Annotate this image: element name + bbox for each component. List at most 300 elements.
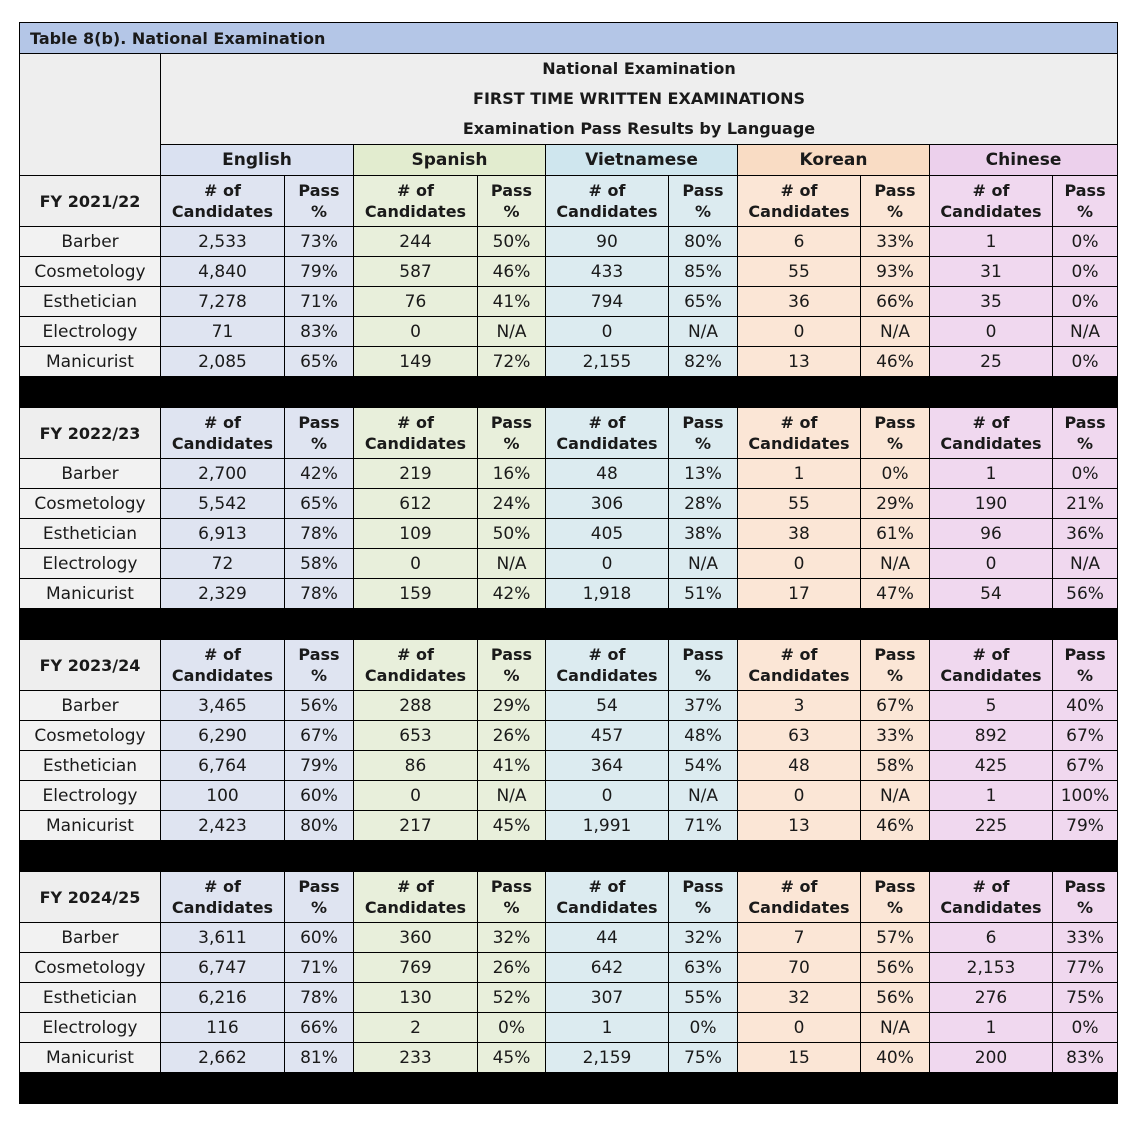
pass-header-chinese [1053, 176, 1118, 227]
candidates-header-line-1: # of [397, 413, 434, 432]
fiscal-year-label: FY 2023/24 [20, 640, 161, 691]
candidates-header-korean [738, 176, 861, 227]
candidates-header-spanish [354, 872, 478, 923]
section-divider-cell [20, 609, 1118, 640]
pass-header-line-1: Pass [298, 181, 340, 200]
candidates-header-english [161, 408, 285, 459]
pass-header-line-2: % [310, 666, 328, 685]
pass-header-line-2: % [1077, 202, 1094, 221]
candidates-cell-vietnamese: 44 [546, 923, 669, 953]
candidates-header-spanish [354, 176, 478, 227]
pass-cell-chinese: 67% [1053, 751, 1118, 781]
row-label: Manicurist [20, 811, 161, 841]
candidates-cell-korean: 48 [738, 751, 861, 781]
candidates-header-vietnamese [546, 640, 669, 691]
table-row [20, 489, 1118, 519]
candidates-cell-spanish: 86 [354, 751, 478, 781]
pass-cell-chinese: 21% [1053, 489, 1118, 519]
candidates-cell-spanish: 0 [354, 781, 478, 811]
pass-header-english [285, 408, 354, 459]
pass-cell-chinese: 33% [1053, 923, 1118, 953]
row-label: Electrology [20, 549, 161, 579]
pass-header-line-2: % [310, 434, 328, 453]
pass-cell-spanish: 42% [478, 579, 546, 609]
candidates-cell-chinese: 1 [930, 459, 1053, 489]
pass-cell-vietnamese: 32% [669, 923, 738, 953]
pass-cell-spanish: 16% [478, 459, 546, 489]
pass-cell-english: 67% [285, 721, 354, 751]
candidates-header-line-1: # of [588, 877, 626, 896]
pass-cell-korean: N/A [861, 781, 930, 811]
candidates-header-vietnamese [546, 176, 669, 227]
pass-header-line-1: Pass [682, 877, 724, 896]
pass-header-line-2: % [694, 434, 712, 453]
pass-header-korean [861, 640, 930, 691]
candidates-header-spanish [354, 408, 478, 459]
candidates-header-line-2: Candidates [556, 434, 658, 453]
pass-header-line-2: % [503, 434, 520, 453]
candidates-cell-spanish: 769 [354, 953, 478, 983]
candidates-cell-spanish: 0 [354, 549, 478, 579]
section-header-row [20, 408, 1118, 459]
pass-header-line-1: Pass [298, 413, 340, 432]
candidates-cell-vietnamese: 642 [546, 953, 669, 983]
pass-cell-chinese: 75% [1053, 983, 1118, 1013]
header-block [161, 54, 1118, 145]
pass-header-vietnamese [669, 176, 738, 227]
pass-header-spanish [478, 640, 546, 691]
pass-cell-korean: 33% [861, 721, 930, 751]
pass-cell-english: 79% [285, 751, 354, 781]
pass-cell-chinese: 79% [1053, 811, 1118, 841]
pass-cell-spanish: N/A [478, 549, 546, 579]
section-divider [20, 1073, 1118, 1104]
pass-cell-korean: 0% [861, 459, 930, 489]
section-divider [20, 377, 1118, 408]
candidates-header-line-1: # of [397, 877, 434, 896]
candidates-cell-chinese: 190 [930, 489, 1053, 519]
pass-cell-vietnamese: 63% [669, 953, 738, 983]
pass-cell-korean: 29% [861, 489, 930, 519]
pass-cell-english: 78% [285, 519, 354, 549]
candidates-header-line-1: # of [780, 877, 818, 896]
fiscal-year-label: FY 2024/25 [20, 872, 161, 923]
pass-header-line-1: Pass [1064, 413, 1106, 432]
pass-cell-spanish: 41% [478, 751, 546, 781]
candidates-cell-vietnamese: 794 [546, 287, 669, 317]
candidates-cell-english: 100 [161, 781, 285, 811]
pass-cell-korean: N/A [861, 1013, 930, 1043]
pass-cell-vietnamese: 75% [669, 1043, 738, 1073]
candidates-cell-spanish: 109 [354, 519, 478, 549]
candidates-header-line-2: Candidates [171, 666, 274, 685]
pass-header-line-1: Pass [490, 645, 533, 664]
pass-cell-korean: 46% [861, 347, 930, 377]
candidates-cell-english: 116 [161, 1013, 285, 1043]
pass-header-line-2: % [503, 898, 520, 917]
pass-cell-spanish: N/A [478, 317, 546, 347]
pass-header-line-1: Pass [874, 181, 916, 200]
pass-cell-vietnamese: N/A [669, 781, 738, 811]
pass-cell-english: 56% [285, 691, 354, 721]
candidates-cell-korean: 63 [738, 721, 861, 751]
candidates-cell-vietnamese: 54 [546, 691, 669, 721]
candidates-header-line-1: # of [204, 877, 241, 896]
candidates-header-line-2: Candidates [748, 434, 850, 453]
pass-cell-vietnamese: N/A [669, 549, 738, 579]
pass-cell-spanish: 50% [478, 227, 546, 257]
pass-cell-english: 73% [285, 227, 354, 257]
pass-cell-korean: 46% [861, 811, 930, 841]
candidates-cell-english: 3,465 [161, 691, 285, 721]
candidates-header-line-2: Candidates [171, 202, 274, 221]
candidates-cell-english: 5,542 [161, 489, 285, 519]
pass-cell-spanish: 32% [478, 923, 546, 953]
pass-header-line-1: Pass [490, 413, 533, 432]
candidates-cell-chinese: 96 [930, 519, 1053, 549]
pass-cell-spanish: 41% [478, 287, 546, 317]
candidates-cell-spanish: 653 [354, 721, 478, 751]
candidates-header-line-2: Candidates [556, 666, 658, 685]
candidates-cell-chinese: 31 [930, 257, 1053, 287]
candidates-cell-spanish: 0 [354, 317, 478, 347]
language-chinese: Chinese [930, 145, 1118, 176]
candidates-cell-korean: 32 [738, 983, 861, 1013]
candidates-cell-vietnamese: 0 [546, 549, 669, 579]
candidates-header-line-2: Candidates [940, 666, 1042, 685]
pass-cell-vietnamese: 54% [669, 751, 738, 781]
candidates-cell-chinese: 1 [930, 227, 1053, 257]
section-header-row [20, 640, 1118, 691]
pass-header-line-1: Pass [682, 645, 724, 664]
pass-cell-english: 78% [285, 579, 354, 609]
table-title: Table 8(b). National Examination [20, 23, 1118, 54]
candidates-header-line-2: Candidates [364, 898, 467, 917]
title-bar [20, 23, 1118, 54]
candidates-cell-spanish: 587 [354, 257, 478, 287]
candidates-header-line-2: Candidates [940, 898, 1042, 917]
pass-header-line-1: Pass [1064, 877, 1106, 896]
candidates-cell-spanish: 612 [354, 489, 478, 519]
candidates-cell-vietnamese: 0 [546, 781, 669, 811]
table-row [20, 459, 1118, 489]
candidates-cell-korean: 6 [738, 227, 861, 257]
row-label: Electrology [20, 317, 161, 347]
candidates-cell-english: 72 [161, 549, 285, 579]
pass-cell-korean: 61% [861, 519, 930, 549]
pass-cell-korean: 58% [861, 751, 930, 781]
pass-header-line-2: % [310, 898, 328, 917]
pass-cell-vietnamese: 85% [669, 257, 738, 287]
row-label: Cosmetology [20, 257, 161, 287]
pass-header-line-1: Pass [298, 645, 340, 664]
table-row [20, 317, 1118, 347]
candidates-cell-english: 6,290 [161, 721, 285, 751]
pass-cell-vietnamese: 28% [669, 489, 738, 519]
pass-cell-spanish: 45% [478, 811, 546, 841]
pass-header-line-1: Pass [1064, 181, 1106, 200]
candidates-cell-korean: 7 [738, 923, 861, 953]
pass-cell-vietnamese: 55% [669, 983, 738, 1013]
pass-header-vietnamese [669, 408, 738, 459]
pass-cell-english: 83% [285, 317, 354, 347]
pass-header-english [285, 176, 354, 227]
section-divider [20, 841, 1118, 872]
pass-cell-chinese: 83% [1053, 1043, 1118, 1073]
candidates-header-line-1: # of [204, 181, 241, 200]
candidates-cell-korean: 17 [738, 579, 861, 609]
pass-header-line-2: % [503, 202, 520, 221]
row-label: Cosmetology [20, 489, 161, 519]
candidates-header-korean [738, 640, 861, 691]
pass-cell-korean: 66% [861, 287, 930, 317]
candidates-header-chinese [930, 176, 1053, 227]
candidates-header-chinese [930, 872, 1053, 923]
candidates-cell-spanish: 360 [354, 923, 478, 953]
candidates-cell-korean: 0 [738, 1013, 861, 1043]
row-label: Electrology [20, 1013, 161, 1043]
candidates-cell-vietnamese: 48 [546, 459, 669, 489]
table-row [20, 983, 1118, 1013]
pass-header-korean [861, 176, 930, 227]
candidates-cell-chinese: 5 [930, 691, 1053, 721]
pass-cell-spanish: 29% [478, 691, 546, 721]
pass-cell-chinese: 0% [1053, 1013, 1118, 1043]
candidates-header-line-2: Candidates [748, 202, 850, 221]
candidates-header-english [161, 176, 285, 227]
pass-cell-vietnamese: 37% [669, 691, 738, 721]
pass-header-english [285, 640, 354, 691]
pass-cell-spanish: 52% [478, 983, 546, 1013]
pass-header-line-2: % [310, 202, 328, 221]
pass-header-vietnamese [669, 872, 738, 923]
pass-cell-korean: 40% [861, 1043, 930, 1073]
table-row [20, 923, 1118, 953]
candidates-cell-korean: 13 [738, 811, 861, 841]
pass-cell-vietnamese: 51% [669, 579, 738, 609]
candidates-cell-korean: 0 [738, 317, 861, 347]
candidates-cell-chinese: 54 [930, 579, 1053, 609]
candidates-cell-korean: 13 [738, 347, 861, 377]
candidates-cell-spanish: 2 [354, 1013, 478, 1043]
table-row [20, 1013, 1118, 1043]
table-row [20, 1043, 1118, 1073]
table-row [20, 227, 1118, 257]
candidates-header-line-2: Candidates [748, 898, 850, 917]
candidates-cell-spanish: 76 [354, 287, 478, 317]
candidates-header-line-1: # of [588, 645, 626, 664]
candidates-header-line-1: # of [972, 181, 1010, 200]
pass-cell-korean: 57% [861, 923, 930, 953]
candidates-cell-chinese: 200 [930, 1043, 1053, 1073]
pass-cell-english: 78% [285, 983, 354, 1013]
pass-cell-chinese: N/A [1053, 549, 1118, 579]
candidates-header-line-2: Candidates [171, 434, 274, 453]
pass-cell-english: 66% [285, 1013, 354, 1043]
candidates-cell-english: 2,533 [161, 227, 285, 257]
candidates-cell-english: 6,764 [161, 751, 285, 781]
table-row [20, 953, 1118, 983]
candidates-cell-korean: 0 [738, 549, 861, 579]
language-english: English [161, 145, 354, 176]
candidates-header-line-1: # of [397, 181, 434, 200]
pass-cell-spanish: 26% [478, 721, 546, 751]
pass-header-line-1: Pass [874, 413, 916, 432]
header-line-2: FIRST TIME WRITTEN EXAMINATIONS [473, 89, 805, 108]
row-label: Manicurist [20, 347, 161, 377]
candidates-cell-english: 6,216 [161, 983, 285, 1013]
pass-cell-chinese: 77% [1053, 953, 1118, 983]
candidates-header-line-1: # of [588, 413, 626, 432]
pass-cell-chinese: 36% [1053, 519, 1118, 549]
candidates-cell-english: 71 [161, 317, 285, 347]
pass-cell-korean: 33% [861, 227, 930, 257]
header-line-3: Examination Pass Results by Language [462, 119, 816, 138]
pass-cell-spanish: 50% [478, 519, 546, 549]
candidates-header-line-2: Candidates [940, 434, 1042, 453]
pass-cell-vietnamese: N/A [669, 317, 738, 347]
pass-cell-chinese: 0% [1053, 227, 1118, 257]
candidates-cell-english: 2,423 [161, 811, 285, 841]
candidates-cell-korean: 55 [738, 257, 861, 287]
candidates-cell-chinese: 425 [930, 751, 1053, 781]
candidates-cell-vietnamese: 307 [546, 983, 669, 1013]
pass-header-line-2: % [503, 666, 520, 685]
candidates-cell-spanish: 288 [354, 691, 478, 721]
pass-header-korean [861, 872, 930, 923]
candidates-cell-english: 6,913 [161, 519, 285, 549]
table-row [20, 721, 1118, 751]
candidates-header-vietnamese [546, 408, 669, 459]
section-header-row [20, 176, 1118, 227]
row-label: Esthetician [20, 983, 161, 1013]
candidates-cell-vietnamese: 1,918 [546, 579, 669, 609]
pass-header-spanish [478, 176, 546, 227]
table-row [20, 751, 1118, 781]
pass-cell-vietnamese: 48% [669, 721, 738, 751]
pass-cell-spanish: 0% [478, 1013, 546, 1043]
pass-cell-english: 80% [285, 811, 354, 841]
pass-cell-english: 71% [285, 287, 354, 317]
table-row [20, 579, 1118, 609]
candidates-cell-spanish: 149 [354, 347, 478, 377]
table-row [20, 347, 1118, 377]
pass-cell-chinese: 40% [1053, 691, 1118, 721]
header-blank-cell [20, 54, 161, 176]
pass-header-english [285, 872, 354, 923]
candidates-cell-vietnamese: 2,155 [546, 347, 669, 377]
pass-cell-chinese: 56% [1053, 579, 1118, 609]
candidates-cell-vietnamese: 306 [546, 489, 669, 519]
row-label: Esthetician [20, 287, 161, 317]
pass-header-line-2: % [886, 202, 904, 221]
candidates-cell-spanish: 219 [354, 459, 478, 489]
pass-cell-vietnamese: 82% [669, 347, 738, 377]
pass-header-line-2: % [694, 666, 712, 685]
row-label: Manicurist [20, 1043, 161, 1073]
pass-header-line-2: % [1077, 898, 1094, 917]
pass-header-line-2: % [1077, 666, 1094, 685]
candidates-header-line-1: # of [780, 645, 818, 664]
candidates-header-spanish [354, 640, 478, 691]
exam-table-container [19, 22, 1117, 1104]
candidates-cell-vietnamese: 0 [546, 317, 669, 347]
pass-cell-english: 81% [285, 1043, 354, 1073]
pass-cell-english: 42% [285, 459, 354, 489]
candidates-cell-english: 3,611 [161, 923, 285, 953]
candidates-cell-chinese: 0 [930, 317, 1053, 347]
pass-header-chinese [1053, 872, 1118, 923]
candidates-cell-chinese: 0 [930, 549, 1053, 579]
candidates-cell-vietnamese: 2,159 [546, 1043, 669, 1073]
candidates-cell-chinese: 35 [930, 287, 1053, 317]
header-line-1: National Examination [542, 59, 736, 78]
row-label: Manicurist [20, 579, 161, 609]
row-label: Electrology [20, 781, 161, 811]
pass-cell-spanish: 24% [478, 489, 546, 519]
table-row [20, 257, 1118, 287]
pass-cell-spanish: 46% [478, 257, 546, 287]
language-vietnamese: Vietnamese [546, 145, 738, 176]
section-divider-cell [20, 841, 1118, 872]
pass-cell-english: 79% [285, 257, 354, 287]
pass-header-chinese [1053, 640, 1118, 691]
row-label: Esthetician [20, 751, 161, 781]
candidates-cell-spanish: 233 [354, 1043, 478, 1073]
candidates-cell-chinese: 1 [930, 781, 1053, 811]
pass-header-line-2: % [694, 202, 712, 221]
candidates-header-line-2: Candidates [556, 898, 658, 917]
candidates-cell-chinese: 892 [930, 721, 1053, 751]
language-header-row [20, 145, 1118, 176]
candidates-cell-vietnamese: 405 [546, 519, 669, 549]
pass-cell-korean: 93% [861, 257, 930, 287]
candidates-cell-english: 4,840 [161, 257, 285, 287]
candidates-header-line-1: # of [204, 413, 241, 432]
pass-cell-vietnamese: 13% [669, 459, 738, 489]
table-row [20, 691, 1118, 721]
pass-header-spanish [478, 408, 546, 459]
table-row [20, 811, 1118, 841]
pass-cell-english: 60% [285, 781, 354, 811]
pass-cell-english: 71% [285, 953, 354, 983]
pass-cell-vietnamese: 71% [669, 811, 738, 841]
pass-cell-chinese: 67% [1053, 721, 1118, 751]
fiscal-year-label: FY 2022/23 [20, 408, 161, 459]
candidates-header-korean [738, 872, 861, 923]
candidates-cell-chinese: 276 [930, 983, 1053, 1013]
table-row [20, 549, 1118, 579]
candidates-cell-spanish: 159 [354, 579, 478, 609]
pass-header-line-2: % [1077, 434, 1094, 453]
candidates-header-chinese [930, 640, 1053, 691]
candidates-header-chinese [930, 408, 1053, 459]
candidates-header-line-2: Candidates [940, 202, 1042, 221]
pass-header-line-2: % [694, 898, 712, 917]
candidates-cell-spanish: 244 [354, 227, 478, 257]
language-korean: Korean [738, 145, 930, 176]
candidates-header-line-1: # of [397, 645, 434, 664]
pass-cell-korean: N/A [861, 549, 930, 579]
row-label: Esthetician [20, 519, 161, 549]
exam-results-table [19, 22, 1118, 1104]
candidates-cell-chinese: 25 [930, 347, 1053, 377]
pass-cell-chinese: 0% [1053, 459, 1118, 489]
candidates-cell-chinese: 225 [930, 811, 1053, 841]
candidates-cell-korean: 3 [738, 691, 861, 721]
pass-cell-vietnamese: 0% [669, 1013, 738, 1043]
candidates-cell-english: 7,278 [161, 287, 285, 317]
